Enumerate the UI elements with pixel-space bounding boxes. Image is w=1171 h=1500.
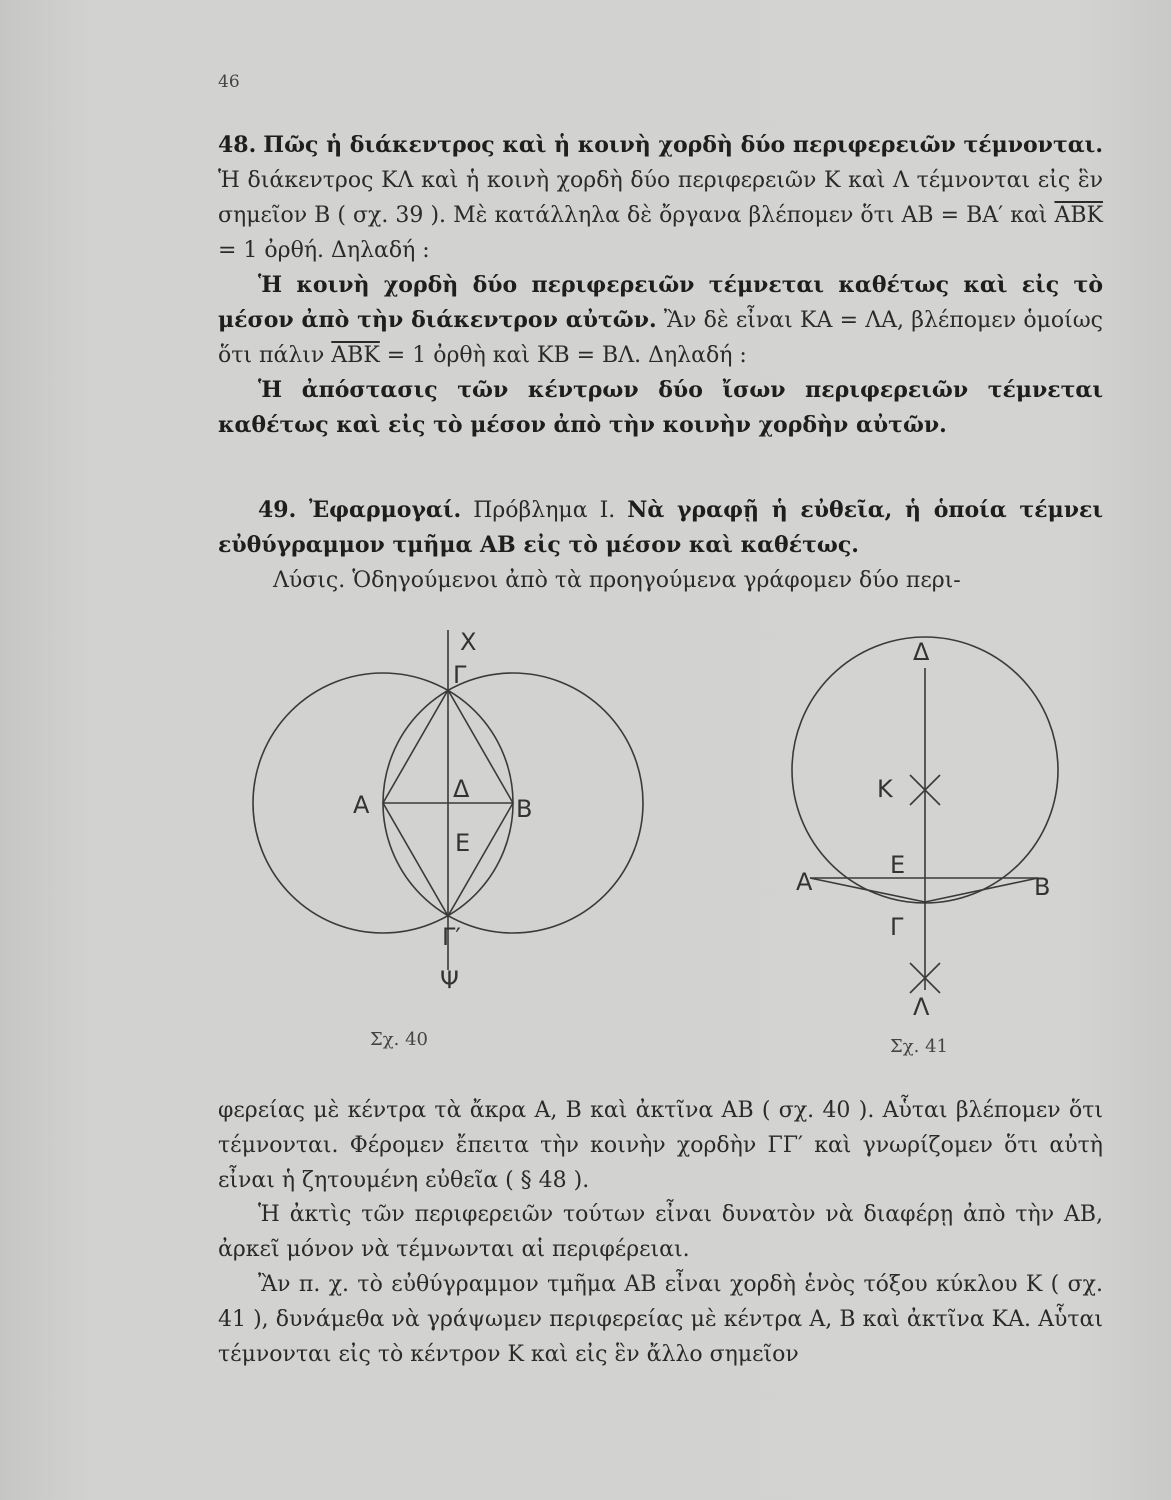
label-lambda: Λ xyxy=(913,993,930,1021)
section-49-paragraph xyxy=(218,493,1103,598)
label-gamma: Γ xyxy=(890,913,904,941)
section-49-number: 49. Ἐφαρμογαί. xyxy=(258,497,462,523)
figure-40-caption: Σχ. 40 xyxy=(370,1029,428,1050)
section-48-text-2: = 1 ὀρθή. Δηλαδή : xyxy=(218,238,430,263)
section-48-title: Πῶς ἡ διάκεντρος καὶ ἡ κοινὴ χορδὴ δύο περιφερειῶν τέμνονται. xyxy=(263,132,1103,158)
continuation-paragraph-3: Ἂν π. χ. τὸ εὐθύγραμμον τμῆμα ΑΒ εἶναι χορδὴ ἑνὸς τόξου κύκλου Κ ( σχ. 41 ), δυνάμεθα νὰ γράψωμεν περιφερείας μὲ κέντρα Α, Β καὶ ἀκτῖνα ΚΑ. Αὗται τέμνονται εἰς τὸ κέντρον Κ καὶ εἰς ἓν ἄλλο σημεῖον xyxy=(218,1272,1103,1367)
label-alpha: Α xyxy=(796,868,813,896)
segment-a-gamma xyxy=(810,878,925,902)
section-48-text-4: = 1 ὀρθὴ καὶ ΚΒ = ΒΛ. Δηλαδή : xyxy=(386,343,747,368)
label-epsilon: Ε xyxy=(455,829,471,857)
label-epsilon: Ε xyxy=(890,851,906,879)
section-48-paragraph xyxy=(218,128,1103,443)
page-number: 46 xyxy=(218,72,240,92)
solution-start: Ὁδηγούμενοι ἀπὸ τὰ προηγούμενα γράφομεν δύο περι- xyxy=(352,568,961,593)
solution-label: Λύσις. xyxy=(273,568,346,593)
angle-abk-2: $\overline{ABK}$ xyxy=(331,343,380,368)
section-48-number: 48. xyxy=(218,132,257,158)
problem-label: Πρόβλημα Ι. xyxy=(473,498,616,523)
figure-40 xyxy=(250,615,650,1055)
label-psi: Ψ xyxy=(440,966,459,994)
problem-statement: Νὰ γραφῇ ἡ εὐθεῖα, ἡ ὁποία τέμνει εὐθύγραμμον τμῆμα ΑΒ εἰς τὸ μέσον καὶ καθέτως. xyxy=(218,497,1103,558)
label-alpha: Α xyxy=(353,791,370,819)
continuation-paragraph-1: φερείας μὲ κέντρα τὰ ἄκρα Α, Β καὶ ἀκτῖνα ΑΒ ( σχ. 40 ). Αὗται βλέπομεν ὅτι τέμνονται. Φέρομεν ἔπειτα τὴν κοινὴν χορδὴν ΓΓ′ καὶ γνωρίζομεν ὅτι αὐτὴ εἶναι ἡ ζητουμένη εὐθεῖα ( § 48 ). xyxy=(218,1098,1103,1193)
label-delta: Δ xyxy=(913,638,930,666)
label-delta: Δ xyxy=(453,775,470,803)
continuation-paragraph-2: Ἡ ἀκτὶς τῶν περιφερειῶν τούτων εἶναι δυνατὸν νὰ διαφέρῃ ἀπὸ τὴν ΑΒ, ἀρκεῖ μόνον νὰ τέμνωνται αἱ περιφέρειαι. xyxy=(218,1202,1103,1262)
theorem-1: Ἡ κοινὴ χορδὴ δύο περιφερειῶν τέμνεται καθέτως καὶ εἰς τὸ μέσον ἀπὸ τὴν διάκεντρον αὐτῶν. xyxy=(218,272,1103,333)
label-gamma-prime: Γ′ xyxy=(442,923,461,951)
figure-41 xyxy=(770,630,1090,1060)
section-48-text-1: Ἡ διάκεντρος ΚΛ καὶ ἡ κοινὴ χορδὴ δύο περιφερειῶν Κ καὶ Λ τέμνονται εἰς ἓν σημεῖον Β ( σχ. 39 ). Μὲ κατάλληλα δὲ ὄργανα βλέπομεν ὅτι ΑΒ = ΒΑ′ καὶ xyxy=(218,168,1103,228)
label-beta: Β xyxy=(1034,873,1051,901)
angle-abk-1: $\overline{ABK}$ xyxy=(1054,203,1103,228)
label-kappa: Κ xyxy=(877,775,893,803)
section-48-text-3: Ἂν δὲ εἶναι ΚΑ = ΛΑ, βλέπομεν ὁμοίως ὅτι πάλιν xyxy=(218,308,1103,368)
segment-b-gamma xyxy=(925,878,1038,902)
label-beta: Β xyxy=(516,795,533,823)
label-x: X xyxy=(460,628,477,656)
theorem-2: Ἡ ἀπόστασις τῶν κέντρων δύο ἴσων περιφερειῶν τέμνεται καθέτως καὶ εἰς τὸ μέσον ἀπὸ τὴν κοινὴν χορδὴν αὐτῶν. xyxy=(218,377,1103,438)
figure-41-caption: Σχ. 41 xyxy=(890,1036,948,1057)
label-gamma: Γ xyxy=(453,661,467,689)
